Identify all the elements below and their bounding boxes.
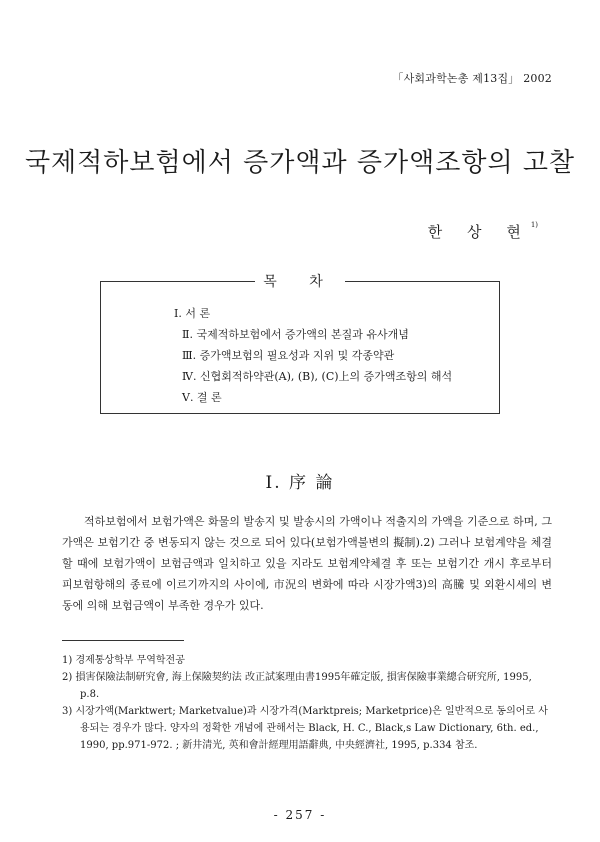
author-name: 한 상 현 — [427, 223, 531, 241]
page-number: - 257 - — [273, 808, 327, 822]
author-footnote-marker: 1) — [530, 221, 538, 229]
body-paragraph: 적하보험에서 보험가액은 화물의 발송지 및 발송시의 가액이나 적출지의 가액을 기준으로 하며, 그 가액은 보험기간 중 변동되지 않는 것으로 되어 있다(보험가액불변의 擬制).2) 그러나 보험계약을 체결할 때에 보험가액이 보험금액과 일치하고 있을 지라도 보험계약체결 후 또는 보험기간 개시 후로부터 피보험항해의 종료에 이르기까지의 사이에, 市況의 변화에 따라 시장가액3)의 高騰 및 외환시세의 변동에 의해 보험금액이 부족한 경우가 있다. — [62, 515, 552, 612]
footnote-item: 3) 시장가액(Marktwert; Marketvalue)과 시장가격(Marktpreis; Marketprice)은 일반적으로 동의어로 사용되는 경우가 많다. 양자의 정확한 개념에 관해서는 Black, H. C., Black,s Law Dictionary, 6th. ed., 1990, pp.971-972. ; 新井清光, 英和會計經理用語辭典, 中央經濟社, 1995, p.334 참조. — [62, 706, 548, 751]
footnote-divider — [62, 640, 184, 641]
footnote-item: 2) 損害保險法制研究會, 海上保險契約法 改正試案理由書1995年確定版, 損害保險事業總合研究所, 1995, p.8. — [62, 672, 532, 700]
toc-title — [0, 271, 600, 291]
toc-list — [174, 303, 452, 408]
toc-item: Ⅴ. 결 론 — [182, 391, 222, 404]
section-heading: Ⅰ. 序 論 — [265, 473, 335, 493]
toc-title-label: 목 차 — [255, 274, 345, 290]
toc-item: Ⅲ. 증가액보험의 필요성과 지위 및 각종약관 — [182, 349, 395, 362]
toc-item: Ⅰ. 서 론 — [174, 307, 211, 320]
toc-item: Ⅱ. 국제적하보험에서 증가액의 본질과 유사개념 — [182, 328, 409, 341]
author-line — [428, 221, 538, 242]
footnote-item: 1) 경제통상학부 무역학전공 — [62, 655, 185, 666]
footnotes — [62, 652, 554, 754]
journal-header: 「사회과학논총 제13집」 2002 — [392, 72, 552, 85]
toc-item: Ⅳ. 신협회적하약관(A), (B), (C)上의 증가액조항의 해석 — [182, 370, 453, 383]
paper-title: 국제적하보험에서 증가액과 증가액조항의 고찰 — [24, 148, 576, 178]
